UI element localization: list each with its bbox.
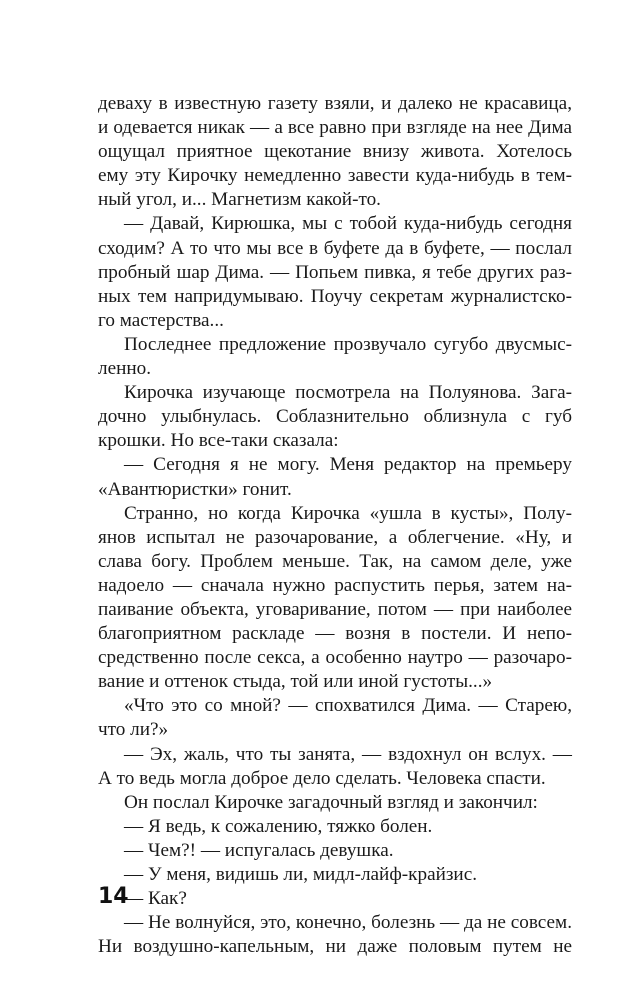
text-line: янов испытал не разочарование, а облегчение. «Ну, и	[98, 526, 572, 548]
text-line: — Сегодня я не могу. Меня редактор на премьеру	[124, 454, 572, 476]
text-line: — У меня, видишь ли, мидл-лайф-крайзис.	[124, 864, 478, 885]
text-line: дочно улыбнулась. Соблазнительно облизнула с губ	[98, 406, 572, 428]
text-line: ных тем напридумываю. Поучу секретам журналистско-	[98, 285, 572, 307]
text-line: что ли?»	[98, 719, 169, 741]
text-line: — Не волнуйся, это, конечно, болезнь — да не совсем.	[124, 912, 572, 934]
text-line: А то ведь могла доброе дело сделать. Человека спасти.	[98, 767, 546, 789]
text-line: и одевается никак — а все равно при взгляде на нее Дима	[98, 117, 572, 139]
text-line: Ни воздушно-капельным, ни даже половым путем не	[98, 936, 572, 958]
text-line: «Что это со мной? — спохватился Дима. — Старею,	[124, 695, 572, 717]
text-line: ленно.	[98, 358, 152, 380]
text-line: — Я ведь, к сожалению, тяжко болен.	[124, 815, 433, 837]
text-line: крошки. Но все-таки сказала:	[98, 430, 339, 452]
text-line: вание и оттенок стыда, той или иной густоты...»	[98, 671, 493, 693]
text-line: «Авантюристки» гонит.	[98, 478, 292, 500]
text-line: пробный шар Дима. — Попьем пивка, я тебе других раз-	[98, 261, 572, 283]
text-line: Странно, но когда Кирочка «ушла в кусты», Полу-	[124, 502, 572, 524]
text-line: — Эх, жаль, что ты занята, — вздохнул он вслух. —	[124, 743, 572, 765]
text-line: деваху в известную газету взяли, и далеко не красавица,	[98, 93, 572, 114]
text-line: благоприятном раскладе — возня в постели. И непо-	[98, 623, 572, 645]
text-line: Последнее предложение прозвучало сугубо двусмыс-	[124, 333, 572, 355]
text-line: — Давай, Кирюшка, мы с тобой куда-нибудь сегодня	[124, 213, 572, 235]
text-line: Он послал Кирочке загадочный взгляд и закончил:	[124, 791, 538, 813]
text-line: — Чем?! — испугалась девушка.	[124, 839, 394, 861]
text-line: надоело — сначала нужно распустить перья, затем на-	[98, 574, 572, 596]
text-line: ощущал приятное щекотание внизу живота. Хотелось	[98, 141, 572, 163]
text-line: паивание объекта, уговаривание, потом — при наиболее	[98, 598, 572, 620]
page-number: 14	[98, 884, 129, 909]
text-line: сходим? А то что мы все в буфете да в буфете, — послал	[98, 237, 572, 259]
body-text	[98, 92, 572, 959]
text-line: средственно после секса, а особенно наутро — разочаро-	[98, 647, 572, 669]
text-line: ный угол, и... Магнетизм какой-то.	[98, 189, 381, 211]
text-line: слава богу. Проблем меньше. Так, на самом деле, уже	[98, 550, 572, 572]
text-line: Кирочка изучающе посмотрела на Полуянова. Зага-	[124, 382, 572, 404]
text-line: ему эту Кирочку немедленно завести куда-нибудь в тем-	[98, 165, 572, 187]
text-line: — Как?	[124, 888, 187, 910]
text-line: го мастерства...	[98, 309, 224, 331]
